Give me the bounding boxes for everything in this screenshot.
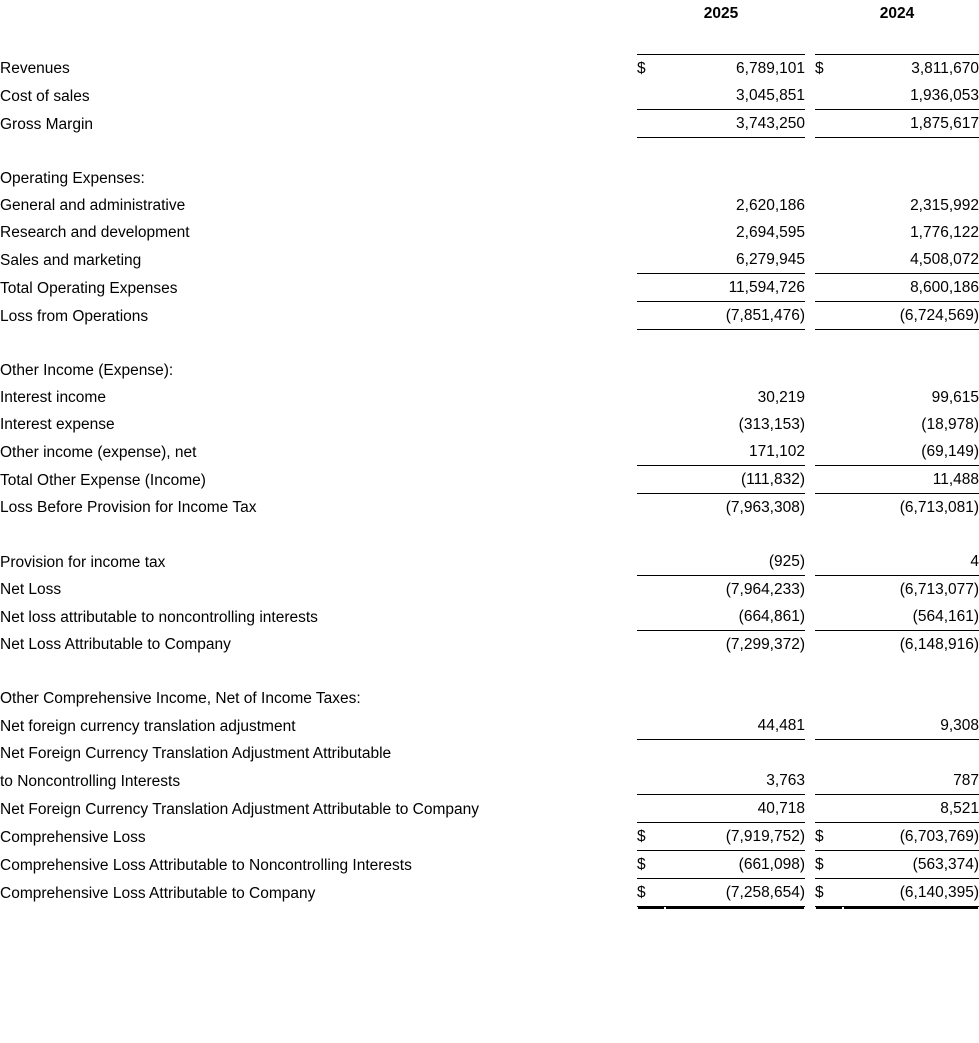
amount-2024 (843, 658, 979, 685)
currency-symbol-2024 (815, 494, 843, 522)
currency-symbol-2024 (815, 330, 843, 358)
row-label: Cost of sales (0, 87, 90, 105)
amount-2025: 11,594,726 (665, 274, 805, 302)
amount-2025: 2,620,186 (736, 197, 806, 214)
currency-symbol-2025 (637, 302, 665, 330)
spacer-row (0, 521, 979, 548)
spacer-row (0, 658, 979, 685)
currency-symbol-2024: $ (815, 823, 843, 851)
currency-symbol-2025 (637, 466, 665, 494)
column-gap (805, 192, 815, 219)
table-row (0, 192, 979, 219)
row-label: Net foreign currency translation adjustment (0, 717, 296, 735)
currency-symbol-2025 (637, 795, 665, 823)
amount-2025 (665, 658, 805, 685)
amount-2024: 2,315,992 (910, 197, 979, 214)
table-row (0, 576, 979, 604)
column-gap (805, 302, 815, 330)
currency-symbol-2025 (637, 274, 665, 302)
column-header-2024: 2024 (879, 5, 915, 22)
header-label-cell (0, 0, 637, 27)
table-row (0, 55, 979, 83)
header-rule-label (0, 27, 637, 55)
amount-2024: (6,703,769) (843, 823, 979, 851)
column-gap (805, 658, 815, 685)
column-gap (805, 576, 815, 604)
row-label: to Noncontrolling Interests (0, 772, 181, 790)
amount-2025: 40,718 (665, 795, 805, 823)
amount-2024: (6,713,081) (899, 499, 979, 516)
amount-2025: 44,481 (665, 712, 805, 740)
currency-symbol-2024 (815, 767, 843, 795)
amount-2024: 4,508,072 (843, 246, 979, 274)
column-gap (805, 740, 815, 768)
row-label: Provision for income tax (0, 553, 166, 571)
currency-symbol-2025: $ (637, 60, 646, 77)
table-row (0, 823, 979, 851)
row-label: Research and development (0, 224, 190, 241)
row-label: Comprehensive Loss Attributable to Noncontrolling Interests (0, 856, 412, 874)
amount-2025 (665, 165, 805, 192)
row-label: Net Foreign Currency Translation Adjustment Attributable (0, 745, 392, 762)
table-row (0, 494, 979, 522)
currency-symbol-2025 (637, 631, 665, 659)
row-label: Other Income (Expense): (0, 362, 174, 379)
amount-2024: 1,776,122 (910, 224, 979, 241)
currency-symbol-2025 (637, 330, 665, 358)
amount-2025: 3,763 (665, 767, 805, 795)
header-row (0, 0, 979, 27)
currency-symbol-2024 (815, 110, 843, 138)
currency-symbol-2025 (637, 138, 665, 166)
column-gap (805, 494, 815, 522)
amount-2024: (6,140,395) (843, 879, 979, 907)
column-gap (805, 631, 815, 659)
amount-2025 (665, 138, 805, 166)
column-gap (805, 795, 815, 823)
table-header (0, 0, 979, 55)
column-gap (805, 55, 815, 83)
amount-2024: (6,713,077) (899, 581, 979, 598)
row-label: Net Loss Attributable to Company (0, 636, 231, 653)
row-label: Comprehensive Loss Attributable to Company (0, 884, 316, 902)
spacer-row (0, 330, 979, 358)
currency-symbol-2024 (815, 740, 843, 768)
table-row (0, 740, 979, 768)
table-row (0, 438, 979, 466)
currency-symbol-2024 (815, 192, 843, 219)
currency-symbol-2025 (637, 603, 665, 631)
column-gap (805, 219, 815, 246)
amount-2024: 3,811,670 (911, 60, 979, 77)
currency-symbol-2025 (637, 246, 665, 274)
amount-2024 (843, 138, 979, 166)
table-row (0, 548, 979, 576)
row-label: General and administrative (0, 197, 186, 214)
currency-symbol-2024 (815, 219, 843, 246)
table-row (0, 246, 979, 274)
amount-2024: (6,148,916) (899, 636, 979, 653)
table-row (0, 219, 979, 246)
row-label: Comprehensive Loss (0, 828, 146, 846)
row-label: Sales and marketing (0, 251, 142, 269)
currency-symbol-2024: $ (815, 851, 843, 879)
column-gap (805, 110, 815, 138)
currency-symbol-2024 (815, 795, 843, 823)
column-gap (805, 165, 815, 192)
currency-symbol-2025 (637, 192, 665, 219)
table-row (0, 767, 979, 795)
column-gap (805, 466, 815, 494)
row-label: Net loss attributable to noncontrolling interests (0, 608, 318, 626)
row-label (0, 521, 637, 548)
amount-2025 (665, 357, 805, 384)
amount-2024: 8,521 (843, 795, 979, 823)
row-label: Loss Before Provision for Income Tax (0, 499, 257, 516)
row-label: Operating Expenses: (0, 170, 145, 187)
amount-2024 (843, 330, 979, 358)
table-row (0, 165, 979, 192)
currency-symbol-2024 (815, 548, 843, 576)
table-row (0, 110, 979, 138)
table-row (0, 357, 979, 384)
table-body (0, 55, 979, 907)
row-label: Loss from Operations (0, 307, 149, 325)
row-label: Revenues (0, 60, 70, 77)
table-row (0, 302, 979, 330)
column-gap (805, 246, 815, 274)
column-gap (805, 82, 815, 110)
table-row (0, 384, 979, 411)
currency-symbol-2025: $ (637, 823, 665, 851)
column-gap (805, 384, 815, 411)
header-rule-gap (805, 27, 815, 55)
amount-2025: (661,098) (665, 851, 805, 879)
currency-symbol-2024 (815, 712, 843, 740)
row-label (0, 138, 637, 166)
currency-symbol-2025 (637, 767, 665, 795)
currency-symbol-2024 (815, 384, 843, 411)
amount-2024: (564,161) (843, 603, 979, 631)
currency-symbol-2025 (637, 384, 665, 411)
currency-symbol-2025 (637, 658, 665, 685)
row-label (0, 658, 637, 685)
currency-symbol-2025 (637, 438, 665, 466)
amount-2024: 8,600,186 (843, 274, 979, 302)
amount-2025: (7,919,752) (665, 823, 805, 851)
amount-2024 (843, 165, 979, 192)
amount-2024: (6,724,569) (843, 302, 979, 330)
amount-2025: (664,861) (665, 603, 805, 631)
currency-symbol-2024 (815, 274, 843, 302)
amount-2024: 1,875,617 (843, 110, 979, 138)
column-gap (805, 274, 815, 302)
currency-symbol-2024: $ (815, 60, 824, 77)
currency-symbol-2024 (815, 302, 843, 330)
currency-symbol-2025 (637, 576, 665, 604)
currency-symbol-2024 (815, 438, 843, 466)
header-rule-row (0, 27, 979, 55)
column-gap (805, 823, 815, 851)
currency-symbol-2024 (815, 466, 843, 494)
column-gap (805, 357, 815, 384)
table-row (0, 82, 979, 110)
column-gap (805, 879, 815, 907)
column-gap (805, 712, 815, 740)
row-label (0, 330, 637, 358)
amount-2024: (18,978) (921, 416, 979, 433)
column-gap (805, 767, 815, 795)
row-label: Total Operating Expenses (0, 279, 178, 297)
table-row (0, 879, 979, 907)
table-row (0, 712, 979, 740)
currency-symbol-2025 (637, 357, 665, 384)
amount-2025: 2,694,595 (736, 224, 806, 241)
column-gap (805, 438, 815, 466)
amount-2024: 11,488 (843, 466, 979, 494)
currency-symbol-2025 (637, 712, 665, 740)
amount-2024: (563,374) (843, 851, 979, 879)
row-label: Interest income (0, 389, 106, 406)
currency-symbol-2025 (637, 494, 665, 522)
amount-2024: 4 (843, 548, 979, 576)
amount-2024: 787 (843, 767, 979, 795)
column-gap (805, 685, 815, 712)
currency-symbol-2024 (815, 138, 843, 166)
table-row (0, 274, 979, 302)
table-row (0, 631, 979, 659)
header-rule-2025 (637, 27, 805, 55)
currency-symbol-2024 (815, 658, 843, 685)
currency-symbol-2024 (815, 165, 843, 192)
amount-2024 (843, 685, 979, 712)
currency-symbol-2024 (815, 631, 843, 659)
column-header-2025: 2025 (703, 5, 739, 22)
table-row (0, 603, 979, 631)
column-gap (805, 548, 815, 576)
currency-symbol-2025 (637, 521, 665, 548)
amount-2025 (665, 685, 805, 712)
currency-symbol-2024 (815, 576, 843, 604)
amount-2025: 171,102 (665, 438, 805, 466)
row-label: Net Foreign Currency Translation Adjustment Attributable to Company (0, 800, 480, 818)
amount-2025: (7,299,372) (725, 636, 806, 653)
currency-symbol-2024 (815, 685, 843, 712)
amount-2024: 9,308 (843, 712, 979, 740)
amount-2025: (7,964,233) (725, 581, 806, 598)
header-rule-2024 (815, 27, 979, 55)
column-gap (805, 411, 815, 438)
currency-symbol-2025 (637, 685, 665, 712)
currency-symbol-2025 (637, 411, 665, 438)
amount-2024: 1,936,053 (843, 82, 979, 110)
amount-2024 (843, 521, 979, 548)
column-gap (805, 521, 815, 548)
table-row (0, 466, 979, 494)
currency-symbol-2025: $ (637, 851, 665, 879)
amount-2025: 3,743,250 (665, 110, 805, 138)
amount-2025: (111,832) (665, 466, 805, 494)
amount-2024 (843, 740, 979, 768)
amount-2024: (69,149) (843, 438, 979, 466)
currency-symbol-2025 (637, 740, 665, 768)
currency-symbol-2025 (637, 82, 665, 110)
amount-2025 (665, 330, 805, 358)
row-label: Total Other Expense (Income) (0, 471, 206, 489)
currency-symbol-2024: $ (815, 879, 843, 907)
amount-2025: 6,789,101 (736, 60, 806, 77)
table-row (0, 795, 979, 823)
amount-2025: 3,045,851 (665, 82, 805, 110)
header-gap-cell (805, 0, 815, 27)
currency-symbol-2024 (815, 521, 843, 548)
amount-2025: 30,219 (757, 389, 806, 406)
amount-2025: (7,963,308) (725, 499, 806, 516)
currency-symbol-2024 (815, 411, 843, 438)
currency-symbol-2024 (815, 82, 843, 110)
amount-2025: 6,279,945 (665, 246, 805, 274)
amount-2025 (665, 521, 805, 548)
row-label: Interest expense (0, 416, 115, 433)
amount-2025 (665, 740, 805, 768)
currency-symbol-2024 (815, 357, 843, 384)
currency-symbol-2025 (637, 110, 665, 138)
amount-2025: (925) (665, 548, 805, 576)
column-gap (805, 138, 815, 166)
row-label: Net Loss (0, 581, 62, 598)
column-gap (805, 330, 815, 358)
currency-symbol-2024 (815, 246, 843, 274)
currency-symbol-2024 (815, 603, 843, 631)
column-gap (805, 603, 815, 631)
row-label: Other income (expense), net (0, 443, 197, 461)
row-label: Gross Margin (0, 115, 94, 133)
currency-symbol-2025 (637, 219, 665, 246)
amount-2025: (7,851,476) (665, 302, 805, 330)
amount-2024 (843, 357, 979, 384)
amount-2025: (313,153) (738, 416, 806, 433)
column-gap (805, 851, 815, 879)
spacer-row (0, 138, 979, 166)
table-row (0, 685, 979, 712)
amount-2024: 99,615 (931, 389, 979, 406)
table-row (0, 851, 979, 879)
amount-2025: (7,258,654) (665, 879, 805, 907)
currency-symbol-2025: $ (637, 879, 665, 907)
currency-symbol-2025 (637, 165, 665, 192)
row-label: Other Comprehensive Income, Net of Income Taxes: (0, 690, 361, 707)
currency-symbol-2025 (637, 548, 665, 576)
table-row (0, 411, 979, 438)
